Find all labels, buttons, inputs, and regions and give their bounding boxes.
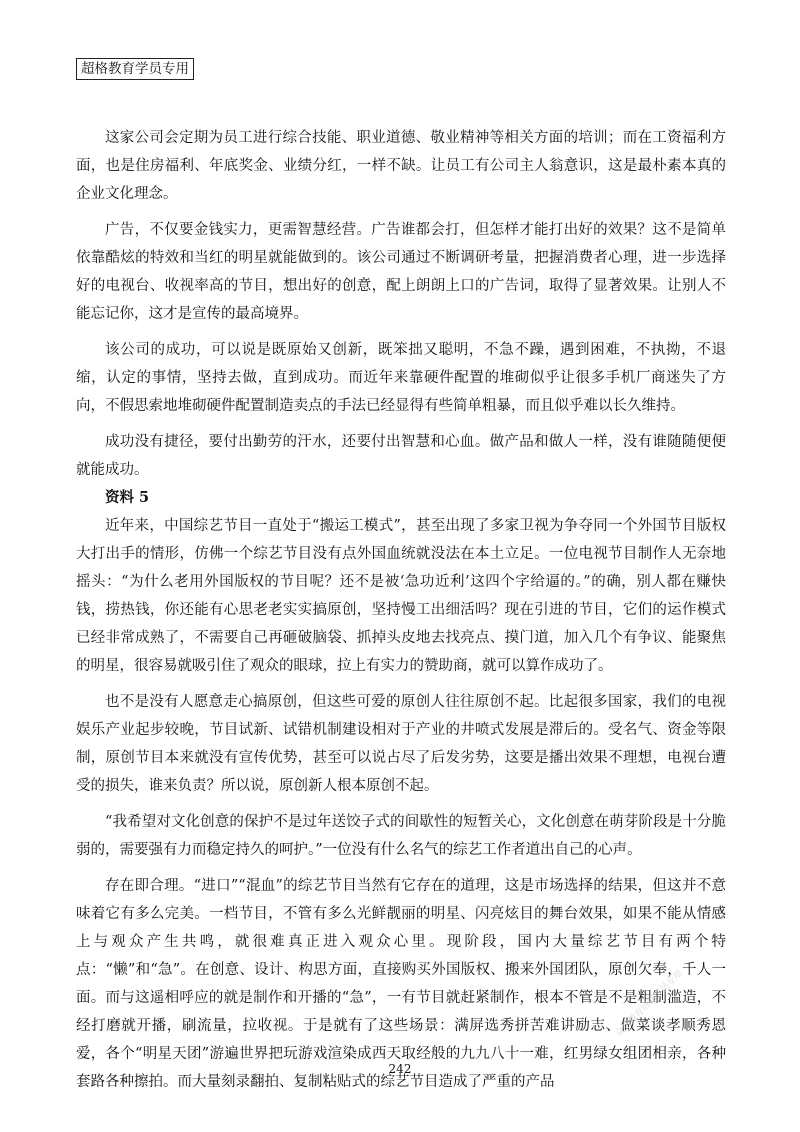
section-title: 资料 5 xyxy=(105,489,150,506)
watermark: 众学教育培训学员专用 xyxy=(614,968,685,1040)
paragraph: 广告，不仅要金钱实力，更需智慧经营。广告谁都会打，但怎样才能打出好的效果？这不是简单依靠酷炫的特效和当红的明星就能做到的。该公司通过不断调研考量，把握消费者心理，进一步选择好的电视台、收视率高的节目，想出好的创意，配上朗朗上口的广告词，取得了显著效果。让别人不能忘记你，这才是宣传的最高境界。 xyxy=(76,222,726,322)
paragraph: 这家公司会定期为员工进行综合技能、职业道德、敬业精神等相关方面的培训；而在工资福利方面，也是住房福利、年底奖金、业绩分红，一样不缺。让员工有公司主人翁意识，这是最朴素本真的企业文化理念。 xyxy=(76,130,726,202)
header-label: 超格教育学员专用 xyxy=(76,58,194,80)
paragraph: 近年来，中国综艺节目一直处于“搬运工模式”，甚至出现了多家卫视为争夺同一个外国节目版权大打出手的情形，仿佛一个综艺节目没有点外国血统就没法在本土立足。一位电视节目制作人无奈地摇头：“为什么老用外国版权的节目呢？还不是被‘急功近利’这四个字给逼的。”的确，别人都在赚快钱，捞热钱，你还能有心思老老实实搞原创，坚持慢工出细活吗？现在引进的节目，它们的运作模式已经非常成熟了，不需要自己再砸破脑袋、抓掉头皮地去找亮点、摸门道，加入几个有争议、能聚焦的明星，很容易就吸引住了观众的眼球，拉上有实力的赞助商，就可以算作成功了。 xyxy=(76,518,726,674)
paragraph: 也不是没有人愿意走心搞原创，但这些可爱的原创人往往原创不起。比起很多国家，我们的电视娱乐产业起步较晚，节目试新、试错机制建设相对于产业的井喷式发展是滞后的。受名气、资金等限制，原创节目本来就没有宣传优势，甚至可以说占尽了后发劣势，这要是播出效果不理想，电视台遭受的损失，谁来负责？所以说，原创新人根本原创不起。 xyxy=(76,694,726,794)
paragraph: 存在即合理。“进口”“混血”的综艺节目当然有它存在的道理，这是市场选择的结果，但这并不意味着它有多么完美。一档节目，不管有多么光鲜靓丽的明星、闪亮炫目的舞台效果，如果不能从情感上与观众产生共鸣，就很难真正进入观众心里。现阶段，国内大量综艺节目有两个特点：“懒”和“急”。在创意、设计、构思方面，直接购买外国版权、搬来外国团队，原创欠奉，千人一面。而与这遥相呼应的就是制作和开播的“急”，一有节目就赶紧制作，根本不管是不是粗制滥造，不经打磨就开播，刷流量，拉收视。于是就有了这些场景：满屏选秀拼苦难讲励志、做菜谈孝顺秀恩爱，各个“明星天团”游遍世界把玩游戏渲染成西天取经般的九九八十一难，红男绿女组团相亲，各种套路各种擦拍。而大量刻录翻拍、复制粘贴式的综艺节目造成了严重的产品 xyxy=(76,878,726,1090)
paragraph: “我希望对文化创意的保护不是过年送饺子式的间歇性的短暂关心，文化创意在萌芽阶段是十分脆弱的，需要强有力而稳定持久的呵护。”一位没有什么名气的综艺工作者道出自己的心声。 xyxy=(76,814,726,858)
paragraph: 成功没有捷径，要付出勤劳的汗水，还要付出智慧和心血。做产品和做人一样，没有谁随随便便就能成功。 xyxy=(76,434,726,478)
paragraph: 该公司的成功，可以说是既原始又创新，既笨拙又聪明，不急不躁，遇到困难，不执拗，不退缩，认定的事情，坚持去做，直到成功。而近年来靠硬件配置的堆砌似乎让很多手机厂商迷失了方向，不假思索地堆砌硬件配置制造卖点的手法已经显得有些简单粗暴，而且似乎难以长久维持。 xyxy=(76,342,726,414)
page-number: 242 xyxy=(388,1062,412,1076)
document-body xyxy=(76,124,726,1096)
